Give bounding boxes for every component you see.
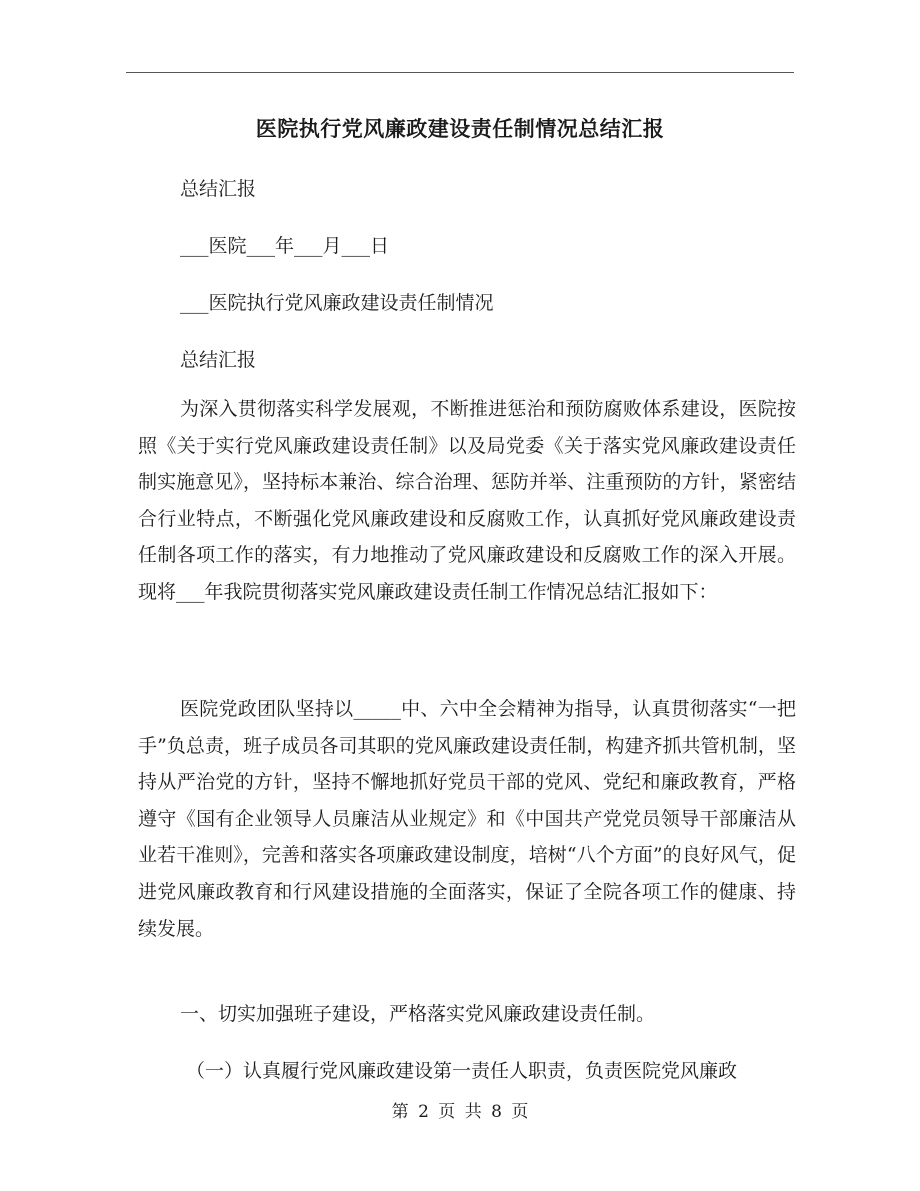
subtitle-line: 总结汇报 [180,178,257,200]
paragraph-team: 医院党政团队坚持以_____中、六中全会精神为指导，认真贯彻落实“一把手”负总责，班子成员各司其职的党风廉政建设责任制，构建齐抓共管机制，坚持从严治党的方针，坚持不懈地抓好党员干部的党风、党纪和廉政教育，严格遵守《国有企业领导人员廉洁从业规定》和《中国共产党党员领导干部廉洁从业若干准则》，完善和落实各项廉政建设制度，培树“八个方面”的良好风气，促进党风廉政教育和行风建设措施的全面落实，保证了全院各项工作的健康、持续发展。 [138,698,796,940]
header-rule [126,72,794,73]
report-subheading-line: 总结汇报 [180,349,257,371]
page-number: 第 2 页 共 8 页 [391,1102,529,1122]
document-title: 医院执行党风廉政建设责任制情况总结汇报 [255,116,665,141]
report-heading-line: ___医院执行党风廉政建设责任制情况 [180,292,494,314]
paragraph-intro: 为深入贯彻落实科学发展观，不断推进惩治和预防腐败体系建设，医院按照《关于实行党风廉政建设责任制》以及局党委《关于落实党风廉政建设责任制实施意见》，坚持标本兼治、综合治理、惩防并举、注重预防的方针，紧密结合行业特点，不断强化党风廉政建设和反腐败工作，认真抓好党风廉政建设责任制各项工作的落实，有力地推动了党风廉政建设和反腐败工作的深入开展。现将___年我院贯彻落实党风廉政建设责任制工作情况总结汇报如下： [138,398,796,603]
section-heading: 一、切实加强班子建设，严格落实党风廉政建设责任制。 [180,1003,656,1025]
subsection-line: （一）认真履行党风廉政建设第一责任人职责，负责医院党风廉政 [186,1060,738,1082]
hospital-date-line: ___医院___年___月___日 [180,235,390,257]
